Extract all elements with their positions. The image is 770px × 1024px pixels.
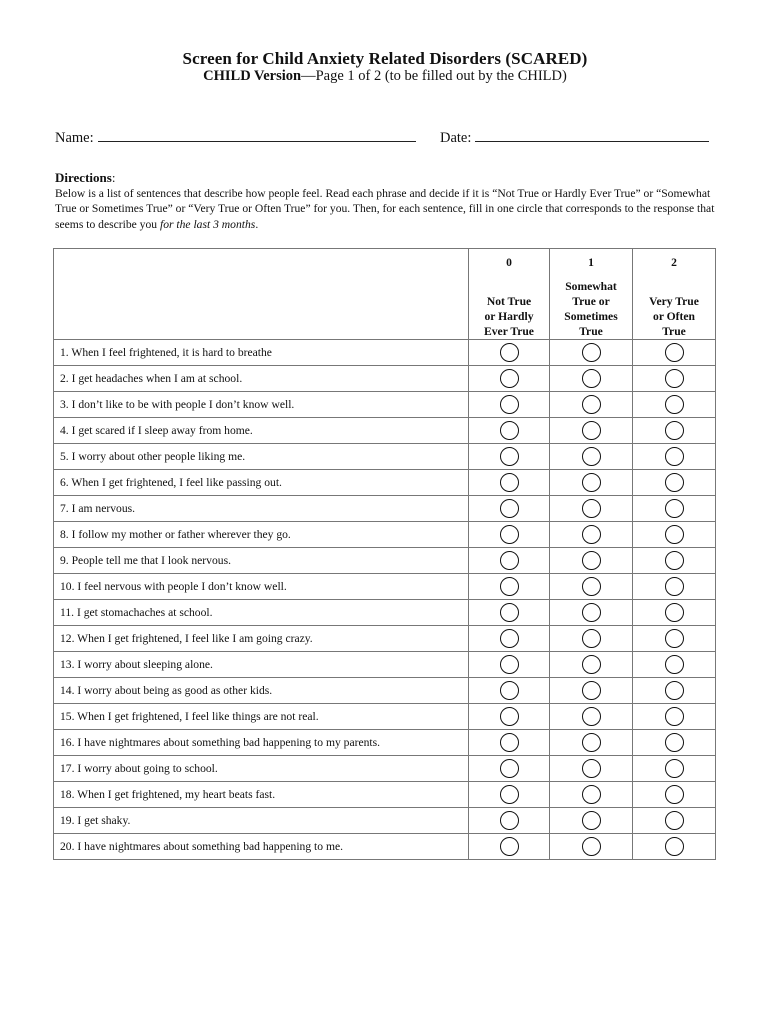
response-circle-0[interactable]: [500, 551, 519, 570]
response-circle-2[interactable]: [665, 499, 684, 518]
question-text: 4. I get scared if I sleep away from home.: [54, 418, 469, 444]
response-cell-2: [633, 834, 716, 860]
response-circle-1[interactable]: [582, 525, 601, 544]
response-cell-1: [550, 756, 633, 782]
question-text: 2. I get headaches when I am at school.: [54, 366, 469, 392]
response-cell-1: [550, 366, 633, 392]
response-cell-1: [550, 626, 633, 652]
question-text: 19. I get shaky.: [54, 808, 469, 834]
question-text: 5. I worry about other people liking me.: [54, 444, 469, 470]
response-cell-0: [469, 418, 550, 444]
question-row: [54, 470, 716, 496]
response-circle-0[interactable]: [500, 499, 519, 518]
response-circle-1[interactable]: [582, 447, 601, 466]
question-row: [54, 392, 716, 418]
name-input-line[interactable]: [98, 127, 416, 142]
response-circle-1[interactable]: [582, 473, 601, 492]
response-cell-1: [550, 340, 633, 366]
question-row: [54, 444, 716, 470]
question-row: [54, 496, 716, 522]
response-circle-0[interactable]: [500, 785, 519, 804]
question-text: 16. I have nightmares about something bad happening to my parents.: [54, 730, 469, 756]
response-circle-0[interactable]: [500, 421, 519, 440]
response-cell-2: [633, 730, 716, 756]
response-cell-2: [633, 704, 716, 730]
response-circle-0[interactable]: [500, 473, 519, 492]
response-cell-1: [550, 730, 633, 756]
response-cell-2: [633, 470, 716, 496]
question-text: 18. When I get frightened, my heart beats fast.: [54, 782, 469, 808]
question-row: [54, 652, 716, 678]
response-circle-1[interactable]: [582, 603, 601, 622]
response-cell-2: [633, 496, 716, 522]
response-cell-2: [633, 548, 716, 574]
question-text: 8. I follow my mother or father wherever they go.: [54, 522, 469, 548]
response-circle-0[interactable]: [500, 837, 519, 856]
response-cell-0: [469, 340, 550, 366]
response-circle-1[interactable]: [582, 551, 601, 570]
question-text: 10. I feel nervous with people I don’t know well.: [54, 574, 469, 600]
response-cell-1: [550, 600, 633, 626]
directions-heading: Directions:: [55, 170, 116, 185]
response-cell-1: [550, 522, 633, 548]
response-cell-0: [469, 522, 550, 548]
response-cell-2: [633, 522, 716, 548]
question-row: [54, 626, 716, 652]
questionnaire-table: [53, 248, 716, 860]
response-cell-1: [550, 808, 633, 834]
response-cell-1: [550, 678, 633, 704]
response-circle-2[interactable]: [665, 369, 684, 388]
response-circle-0[interactable]: [500, 707, 519, 726]
question-row: [54, 834, 716, 860]
response-circle-2[interactable]: [665, 655, 684, 674]
response-circle-1[interactable]: [582, 733, 601, 752]
directions-text: Below is a list of sentences that describe how people feel. Read each phrase and decide if it is “Not True or Hardly Ever True” or “Somewhat True or Sometimes True” or “Very True or Often True” for you. Then, for each sentence, fill in one circle that corresponds to the response that seems to describe you for the last 3 months.: [55, 187, 715, 231]
response-circle-1[interactable]: [582, 785, 601, 804]
response-circle-0[interactable]: [500, 655, 519, 674]
response-circle-1[interactable]: [582, 369, 601, 388]
question-row: [54, 678, 716, 704]
response-circle-1[interactable]: [582, 759, 601, 778]
response-circle-2[interactable]: [665, 681, 684, 700]
question-text: 13. I worry about sleeping alone.: [54, 652, 469, 678]
question-text: 6. When I get frightened, I feel like passing out.: [54, 470, 469, 496]
question-row: [54, 522, 716, 548]
response-cell-1: [550, 418, 633, 444]
column-header-2: 2 Very True or Often True: [633, 249, 716, 340]
response-cell-2: [633, 444, 716, 470]
response-circle-2[interactable]: [665, 421, 684, 440]
response-cell-2: [633, 678, 716, 704]
response-circle-1[interactable]: [582, 707, 601, 726]
response-circle-2[interactable]: [665, 837, 684, 856]
form-title: Screen for Child Anxiety Related Disorders (SCARED): [182, 49, 588, 68]
response-circle-1[interactable]: [582, 837, 601, 856]
response-cell-1: [550, 574, 633, 600]
response-cell-1: [550, 548, 633, 574]
response-circle-0[interactable]: [500, 447, 519, 466]
subtitle-page-info: —Page 1 of 2 (to be filled out by the CHILD): [301, 68, 567, 84]
response-cell-2: [633, 756, 716, 782]
response-cell-0: [469, 548, 550, 574]
question-text: 11. I get stomachaches at school.: [54, 600, 469, 626]
response-circle-0[interactable]: [500, 759, 519, 778]
response-circle-2[interactable]: [665, 395, 684, 414]
name-label: Name:: [55, 130, 94, 146]
response-cell-0: [469, 574, 550, 600]
question-text: 3. I don’t like to be with people I don’t know well.: [54, 392, 469, 418]
response-cell-0: [469, 704, 550, 730]
response-circle-2[interactable]: [665, 785, 684, 804]
response-cell-2: [633, 600, 716, 626]
question-row: [54, 574, 716, 600]
question-text: 7. I am nervous.: [54, 496, 469, 522]
question-row: [54, 808, 716, 834]
response-cell-2: [633, 340, 716, 366]
response-circle-1[interactable]: [582, 343, 601, 362]
question-text: 12. When I get frightened, I feel like I am going crazy.: [54, 626, 469, 652]
response-circle-2[interactable]: [665, 759, 684, 778]
question-row: [54, 366, 716, 392]
response-circle-0[interactable]: [500, 603, 519, 622]
header-blank-cell: [54, 249, 469, 340]
response-circle-0[interactable]: [500, 395, 519, 414]
response-circle-0[interactable]: [500, 681, 519, 700]
question-text: 20. I have nightmares about something bad happening to me.: [54, 834, 469, 860]
response-cell-0: [469, 652, 550, 678]
response-cell-0: [469, 470, 550, 496]
question-row: [54, 340, 716, 366]
response-cell-1: [550, 470, 633, 496]
response-cell-1: [550, 496, 633, 522]
question-row: [54, 730, 716, 756]
response-circle-0[interactable]: [500, 577, 519, 596]
response-circle-2[interactable]: [665, 577, 684, 596]
response-cell-2: [633, 652, 716, 678]
question-row: [54, 782, 716, 808]
subtitle-version: CHILD Version: [203, 68, 302, 84]
response-circle-0[interactable]: [500, 811, 519, 830]
response-cell-2: [633, 418, 716, 444]
response-circle-2[interactable]: [665, 811, 684, 830]
response-cell-2: [633, 366, 716, 392]
response-circle-1[interactable]: [582, 811, 601, 830]
question-row: [54, 418, 716, 444]
response-cell-0: [469, 834, 550, 860]
response-cell-1: [550, 652, 633, 678]
response-circle-0[interactable]: [500, 525, 519, 544]
date-input-line[interactable]: [475, 127, 709, 142]
response-circle-2[interactable]: [665, 733, 684, 752]
response-cell-0: [469, 678, 550, 704]
name-field: [55, 127, 416, 147]
response-circle-0[interactable]: [500, 369, 519, 388]
question-text: 15. When I get frightened, I feel like things are not real.: [54, 704, 469, 730]
response-circle-2[interactable]: [665, 707, 684, 726]
column-header-1: 1 Somewhat True or Sometimes True: [550, 249, 633, 340]
response-cell-2: [633, 808, 716, 834]
response-cell-1: [550, 392, 633, 418]
response-circle-0[interactable]: [500, 343, 519, 362]
question-text: 1. When I feel frightened, it is hard to breathe: [54, 340, 469, 366]
date-label: Date:: [440, 130, 472, 146]
response-circle-2[interactable]: [665, 629, 684, 648]
response-circle-2[interactable]: [665, 603, 684, 622]
response-circle-2[interactable]: [665, 551, 684, 570]
response-cell-0: [469, 808, 550, 834]
response-cell-0: [469, 392, 550, 418]
response-cell-2: [633, 626, 716, 652]
response-cell-0: [469, 444, 550, 470]
response-cell-1: [550, 834, 633, 860]
response-cell-1: [550, 704, 633, 730]
response-circle-1[interactable]: [582, 655, 601, 674]
response-cell-1: [550, 782, 633, 808]
question-text: 17. I worry about going to school.: [54, 756, 469, 782]
form-subtitle: [0, 68, 770, 85]
response-cell-0: [469, 756, 550, 782]
question-row: [54, 600, 716, 626]
response-circle-1[interactable]: [582, 421, 601, 440]
response-circle-1[interactable]: [582, 577, 601, 596]
response-cell-0: [469, 496, 550, 522]
response-cell-0: [469, 600, 550, 626]
response-circle-0[interactable]: [500, 733, 519, 752]
question-text: 9. People tell me that I look nervous.: [54, 548, 469, 574]
response-cell-1: [550, 444, 633, 470]
response-circle-2[interactable]: [665, 343, 684, 362]
response-cell-0: [469, 366, 550, 392]
question-text: 14. I worry about being as good as other kids.: [54, 678, 469, 704]
response-circle-1[interactable]: [582, 499, 601, 518]
response-circle-1[interactable]: [582, 395, 601, 414]
response-circle-2[interactable]: [665, 525, 684, 544]
response-cell-2: [633, 782, 716, 808]
response-cell-0: [469, 730, 550, 756]
response-circle-1[interactable]: [582, 629, 601, 648]
response-circle-1[interactable]: [582, 681, 601, 700]
table-header-row: [54, 249, 716, 340]
response-circle-0[interactable]: [500, 629, 519, 648]
date-field: [440, 127, 709, 147]
directions-timeframe: for the last 3 months: [159, 217, 256, 231]
question-row: [54, 548, 716, 574]
column-header-0: 0 Not True or Hardly Ever True: [469, 249, 550, 340]
response-cell-0: [469, 782, 550, 808]
response-circle-2[interactable]: [665, 473, 684, 492]
question-row: [54, 756, 716, 782]
response-circle-2[interactable]: [665, 447, 684, 466]
question-row: [54, 704, 716, 730]
response-cell-2: [633, 392, 716, 418]
response-cell-2: [633, 574, 716, 600]
response-cell-0: [469, 626, 550, 652]
